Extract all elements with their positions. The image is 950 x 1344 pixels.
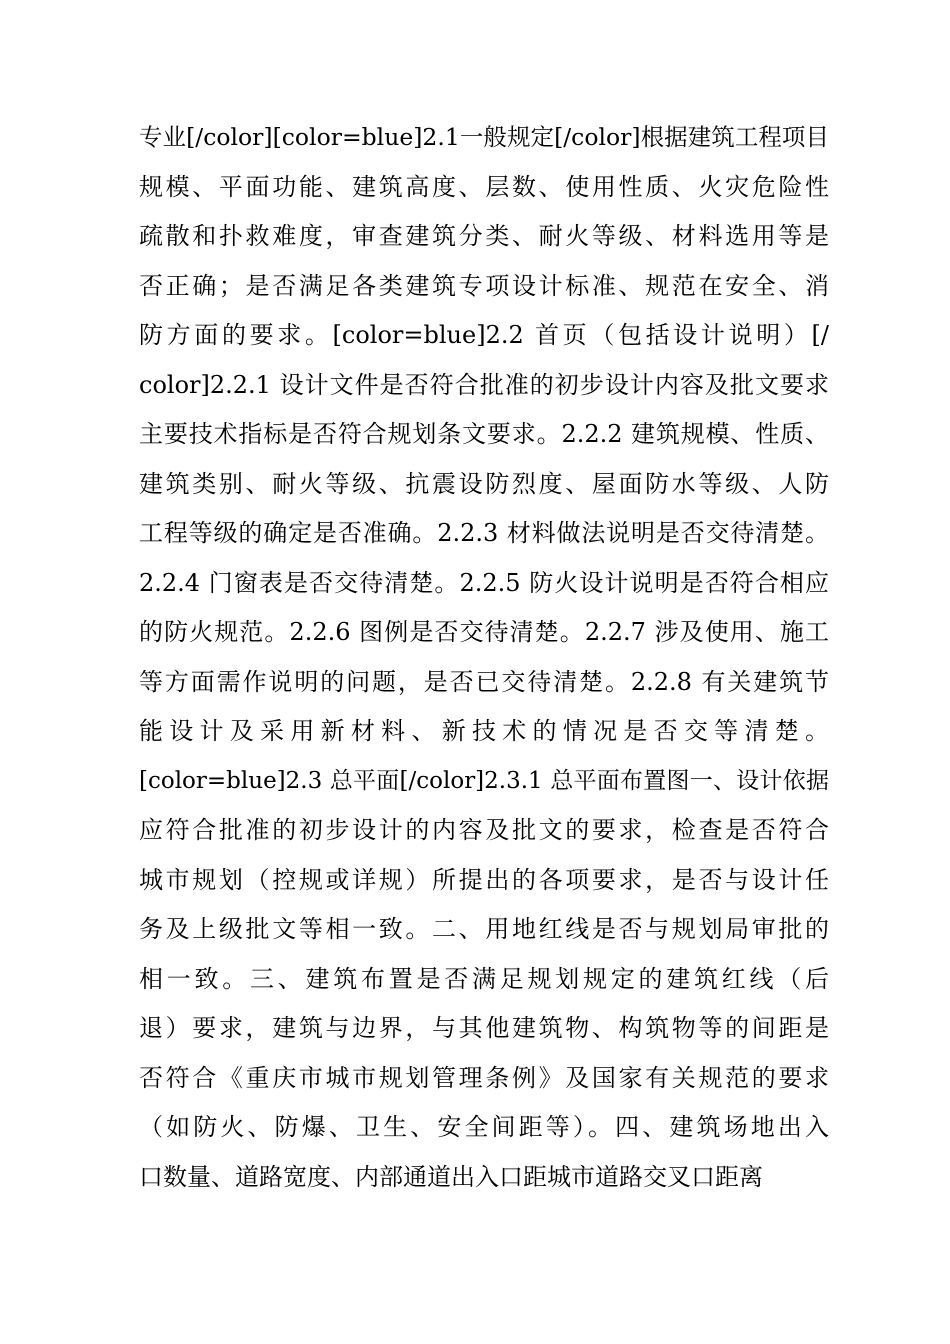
text-line: （如防火、防爆、卫生、安全间距等）。四、建筑场地出入	[139, 1113, 829, 1141]
text-line: color]2.2.1 设计文件是否符合批准的初步设计内容及批文要求	[139, 370, 829, 399]
text-line: 相一致。三、建筑布置是否满足规划规定的建筑红线（后	[139, 964, 829, 993]
text-line: 能设计及采用新材料、新技术的情况是否交等清楚。	[139, 717, 829, 745]
text-line: 应符合批准的初步设计的内容及批文的要求，检查是否符合	[139, 816, 829, 844]
text-line: 疏散和扑救难度，审查建筑分类、耐火等级、材料选用等是	[139, 222, 829, 250]
text-line: 防方面的要求。[color=blue]2.2 首页（包括设计说明）[/	[139, 321, 829, 349]
text-line: 的防火规范。2.2.6 图例是否交待清楚。2.2.7 涉及使用、施工	[139, 618, 829, 646]
text-line: 否符合《重庆市城市规划管理条例》及国家有关规范的要求	[139, 1063, 829, 1092]
text-line: 2.2.4 门窗表是否交待清楚。2.2.5 防火设计说明是否符合相应	[139, 568, 829, 597]
text-line: 等方面需作说明的问题，是否已交待清楚。2.2.8 有关建筑节	[139, 667, 829, 696]
text-line: 规模、平面功能、建筑高度、层数、使用性质、火灾危险性	[139, 172, 829, 201]
text-line: 口数量、道路宽度、内部通道出入口距城市道路交叉口距离	[139, 1162, 763, 1191]
text-line: 建筑类别、耐火等级、抗震设防烈度、屋面防水等级、人防	[139, 469, 829, 498]
text-line: 退）要求，建筑与边界，与其他建筑物、构筑物等的间距是	[139, 1014, 829, 1042]
text-line: 专业[/color][color=blue]2.1一般规定[/color]根据建筑工程项目	[139, 123, 829, 151]
text-line: [color=blue]2.3 总平面[/color]2.3.1 总平面布置图一、设计依据	[139, 767, 829, 794]
body-text	[139, 113, 829, 1202]
text-line: 务及上级批文等相一致。二、用地红线是否与规划局审批的	[139, 915, 829, 943]
text-line: 主要技术指标是否符合规划条文要求。2.2.2 建筑规模、性质、	[139, 420, 829, 448]
text-line: 工程等级的确定是否准确。2.2.3 材料做法说明是否交待清楚。	[139, 519, 829, 547]
text-line: 城市规划（控规或详规）所提出的各项要求，是否与设计任	[139, 865, 829, 894]
text-line: 否正确；是否满足各类建筑专项设计标准、规范在安全、消	[139, 271, 829, 300]
